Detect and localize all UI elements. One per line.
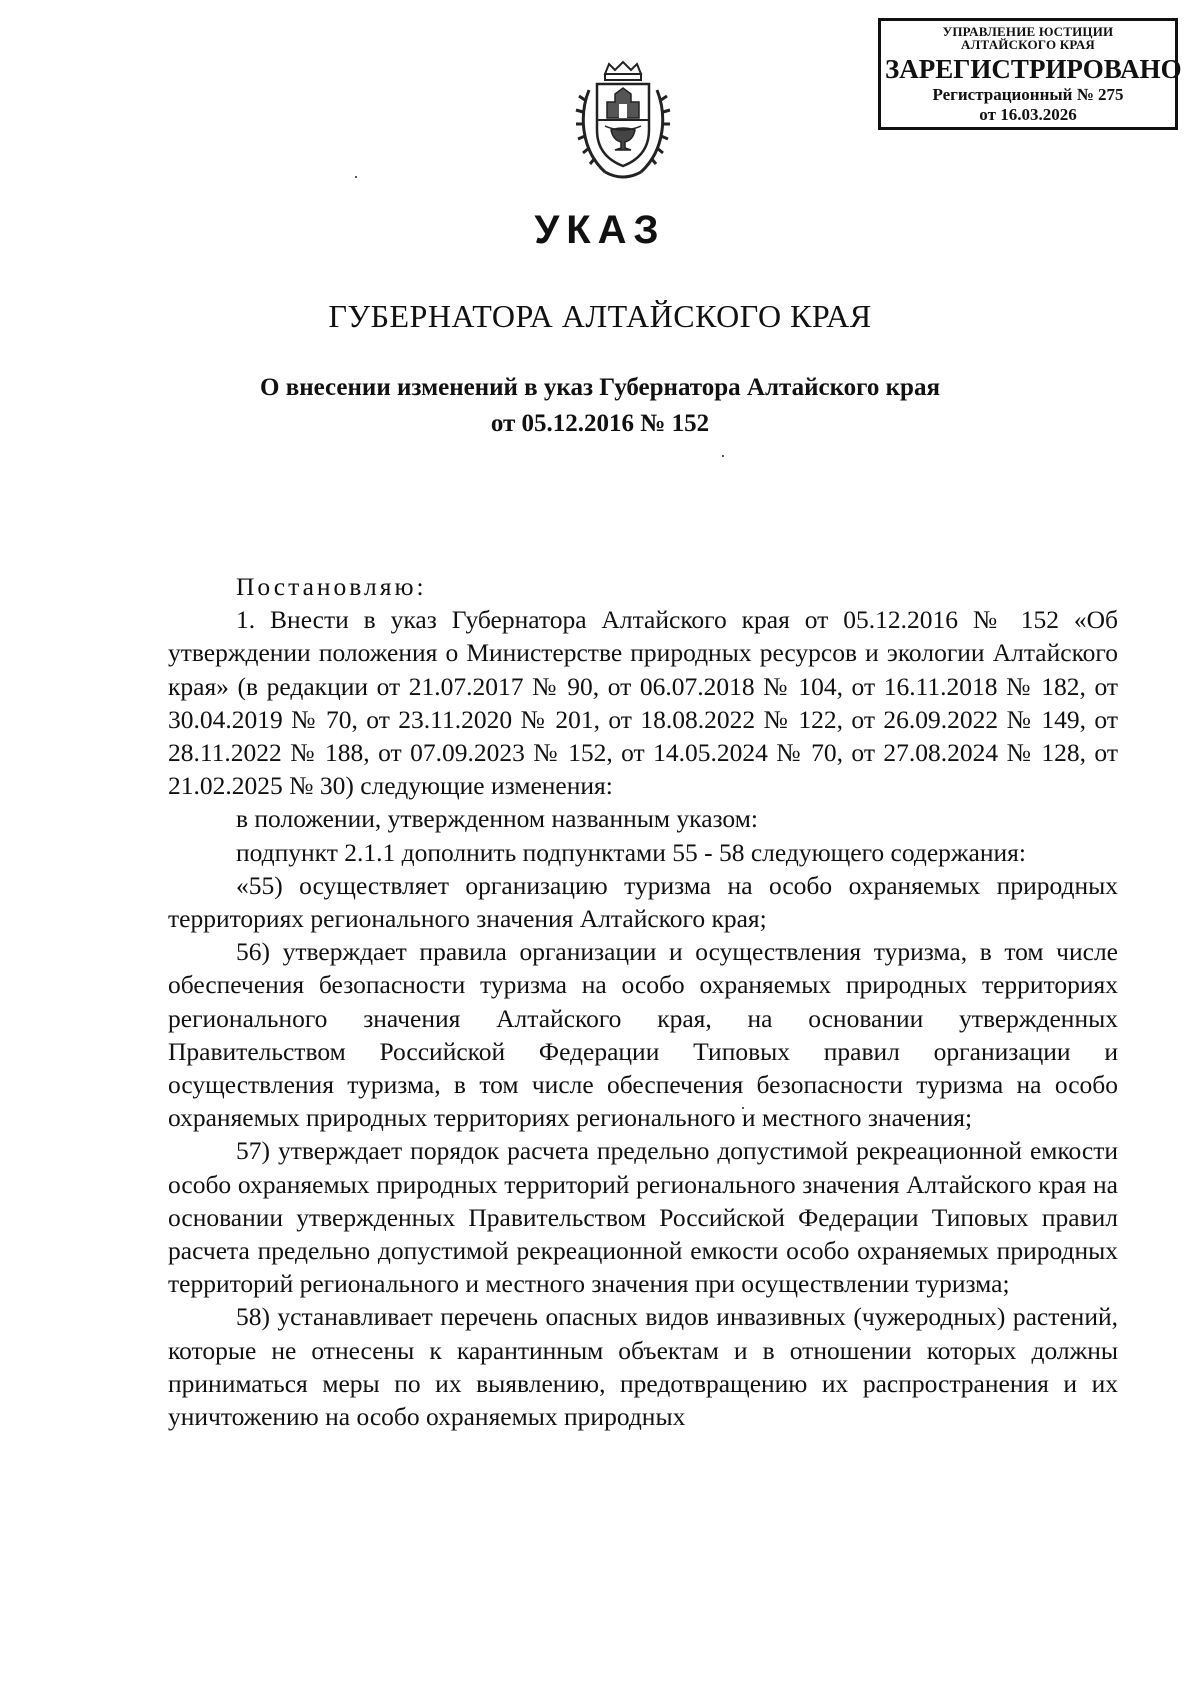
paragraph-item-57: 57) утверждает порядок расчета предельно допустимой рекреационной емкости особо охраняемых природных территорий регионального значения Алтайского края на основании утвержденных Правительством Российской Федерации Типовых правил расчета предельно допустимой рекреационной емкости особо охраняемых природных территорий регионального и местного значения при осуществлении туризма;	[168, 1136, 1118, 1299]
paragraph-item-56: 56) утверждает правила организации и осуществления туризма, в том числе обеспечения безопасности туризма на особо охраняемых природных территориях регионального значения Алтайского края, на основании утвержденных Правительством Российской Федерации Типовых правил организации и осуществления туризма, в том числе обеспечения безопасности туризма на особо охраняемых природных территориях регионального и местного значения;	[168, 937, 1118, 1133]
document-issuer: ГУБЕРНАТОРА АЛТАЙСКОГО КРАЯ	[328, 298, 872, 334]
stamp-office: УПРАВЛЕНИЕ ЮСТИЦИИ АЛТАЙСКОГО КРАЯ	[942, 24, 1114, 52]
stamp-reg-number: 275	[1098, 85, 1124, 104]
paragraph-item-58: 58) устанавливает перечень опасных видов инвазивных (чужеродных) растений, которые не отнесены к карантинным объектам и в отношении которых должны приниматься меры по их выявлению, предотвращению их распространения и их уничтожению на особо охраняемых природных	[168, 1302, 1118, 1432]
altai-krai-coat-of-arms-icon	[575, 60, 671, 186]
stamp-status: ЗАРЕГИСТРИРОВАНО	[885, 54, 1182, 84]
document-type: УКАЗ	[534, 208, 666, 252]
stamp-reg-line	[885, 85, 1171, 105]
subject-line-2: от 05.12.2016 № 152	[490, 410, 710, 437]
subject-line-1: О внесении изменений в указ Губернатора Алтайского края	[260, 374, 940, 401]
scan-speck	[355, 176, 357, 178]
document-subject	[100, 370, 1100, 442]
stamp-reg-label: Регистрационный №	[932, 85, 1094, 104]
document-body	[168, 570, 1118, 1433]
paragraph-subclause: подпункт 2.1.1 дополнить подпунктами 55 - 58 следующего содержания:	[236, 837, 1026, 867]
paragraph-in-regulation: в положении, утвержденном названным указом:	[236, 804, 758, 834]
scan-speck	[722, 455, 724, 457]
stamp-date-label: от	[979, 105, 996, 124]
paragraph-item-55: «55) осуществляет организацию туризма на особо охраняемых природных территориях регионального значения Алтайского края;	[168, 870, 1118, 934]
paragraph-decree: Постановляю:	[236, 572, 427, 601]
stamp-date-line	[885, 105, 1171, 125]
stamp-date: 16.03.2026	[1000, 105, 1077, 124]
registration-stamp	[878, 18, 1182, 130]
paragraph-item-1: 1. Внести в указ Губернатора Алтайского края от 05.12.2016 № 152 «Об утверждении положения о Министерстве природных ресурсов и экологии Алтайского края» (в редакции от 21.07.2017 № 90, от 06.07.2018 № 104, от 16.11.2018 № 182, от 30.04.2019 № 70, от 23.11.2020 № 201, от 18.08.2022 № 122, от 26.09.2022 № 149, от 28.11.2022 № 188, от 07.09.2023 № 152, от 14.05.2024 № 70, от 27.08.2024 № 128, от 21.02.2025 № 30) следующие изменения:	[168, 605, 1118, 801]
